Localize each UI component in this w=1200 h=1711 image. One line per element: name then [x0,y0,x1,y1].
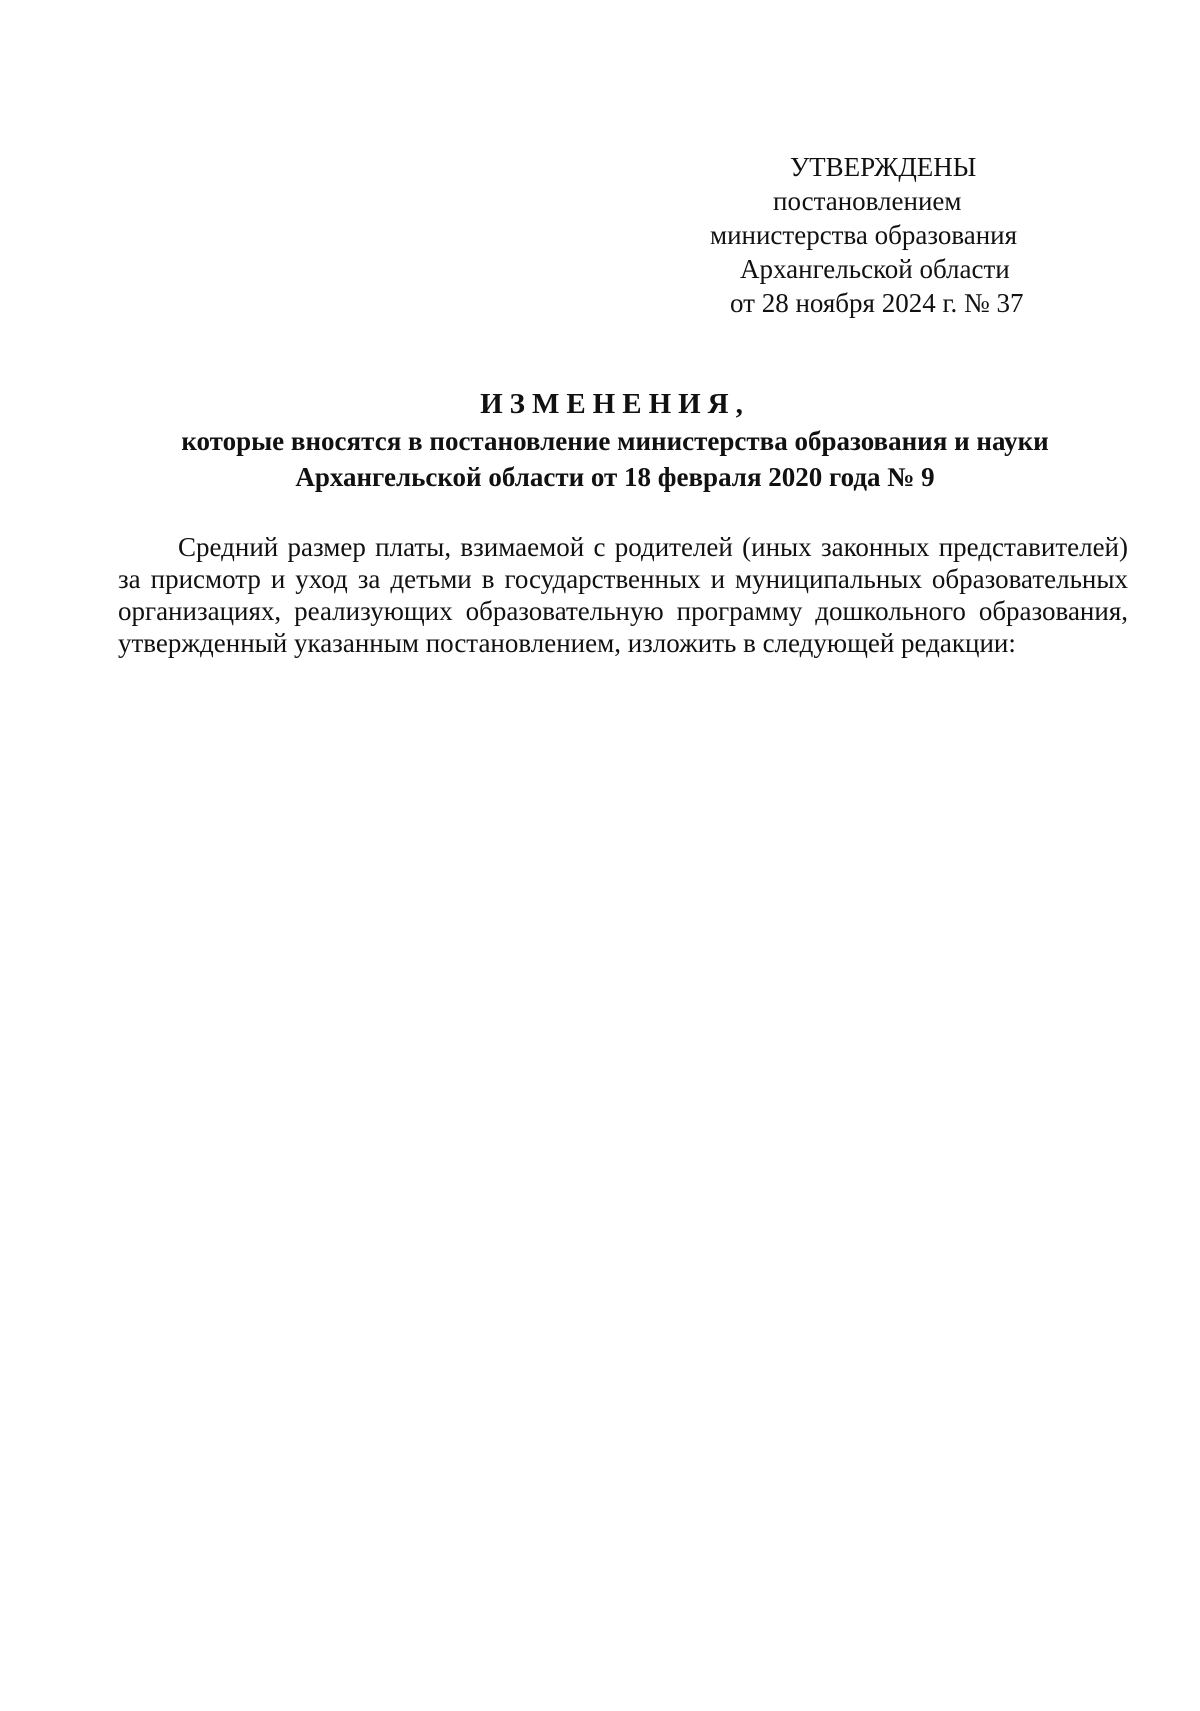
body-paragraph: Средний размер платы, взимаемой с родителей (иных законных представителей) за присмотр и уход за детьми в государственных и муниципальных образовательных организациях, реализующих образовательную программу дошкольного образования, утвержденный указанным постановлением, изложить в следующей редакции: [118,532,1128,658]
approval-line: министерства образования [710,220,1018,250]
approval-title: УТВЕРЖДЕНЫ [790,152,977,182]
approval-line: постановлением [773,186,962,216]
heading-subtitle-line: Архангельской области от 18 февраля 2020 года № 9 [295,462,935,492]
heading-subtitle-line: которые вносятся в постановление министерства образования и науки [181,426,1049,456]
heading-title: ИЗМЕНЕНИЯ, [480,388,750,420]
approval-stamp [640,150,1070,320]
approval-date: от 28 ноября 2024 г. № 37 [730,288,1024,318]
document-heading [100,385,1130,495]
approval-line: Архангельской области [740,254,1010,284]
